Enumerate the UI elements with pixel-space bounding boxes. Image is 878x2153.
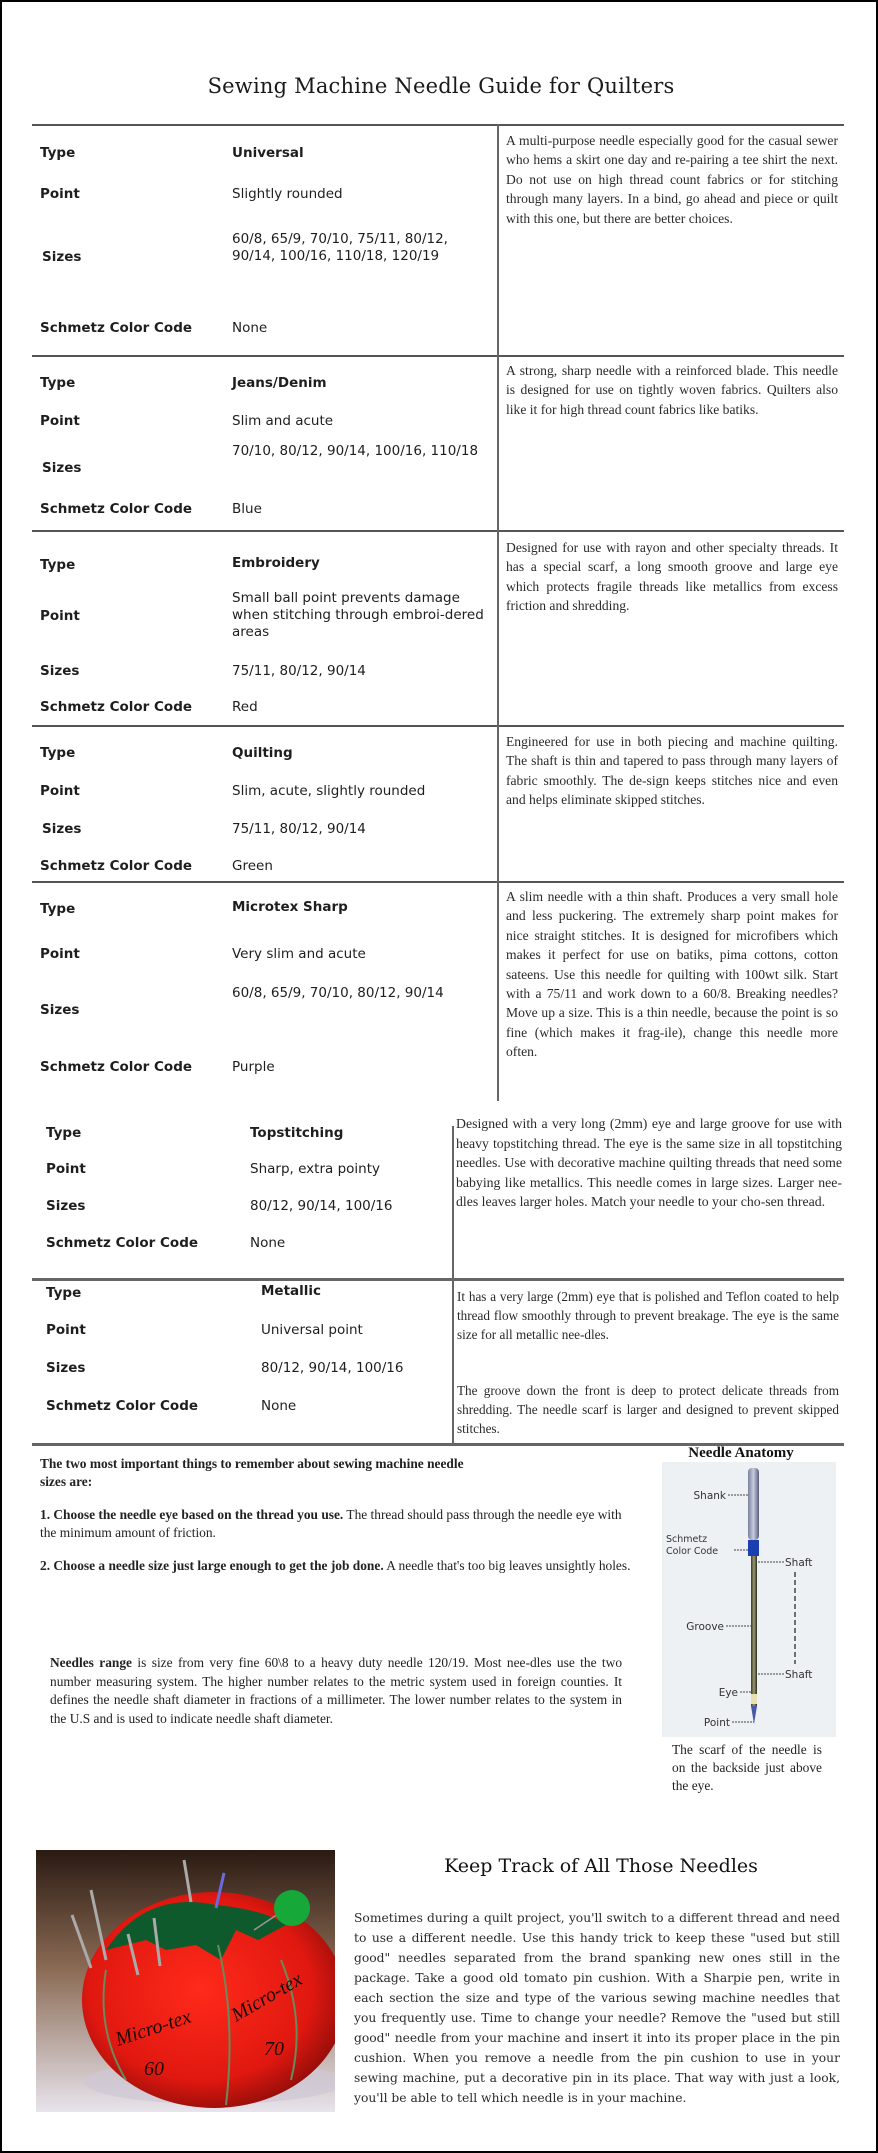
needle-color-code: Purple: [232, 1059, 275, 1075]
needle-sizes: 75/11, 80/12, 90/14: [232, 663, 366, 679]
needle-sizes: 80/12, 90/14, 100/16: [261, 1360, 404, 1376]
label-sizes: Sizes: [46, 1360, 86, 1376]
column-divider: [497, 530, 499, 726]
column-divider: [452, 1278, 454, 1443]
needle-eye: [751, 1694, 757, 1704]
column-divider: [497, 124, 499, 355]
needle-anatomy: [642, 1445, 840, 1795]
tip-bold: 2. Choose a needle size just large enough to get the job done.: [40, 1558, 384, 1573]
needle-type: Metallic: [261, 1283, 322, 1299]
needle-description: Designed for use with rayon and other specialty threads. It has a special scarf, a long smooth groove and large eye which protects fragile threads like metallics from excess friction and shredding.: [506, 540, 838, 614]
needle-type: Quilting: [232, 745, 293, 761]
divider: [32, 881, 844, 883]
label-type: Type: [46, 1125, 82, 1141]
needle-block-metallic: [32, 1278, 844, 1443]
needle-block-microtex-sharp: [32, 881, 844, 1101]
label-color-code: Schmetz Color Code: [40, 1059, 193, 1075]
divider: [32, 725, 844, 727]
label-point: Point: [40, 946, 80, 962]
label-shaft-top: Shaft: [785, 1557, 813, 1569]
label-sizes: Sizes: [42, 821, 82, 837]
keep-track-title: Keep Track of All Those Needles: [444, 1855, 758, 1877]
label-right-2: 70: [264, 2038, 284, 2060]
needle-shank: [748, 1468, 759, 1540]
label-color-code: Schmetz Color Code: [46, 1235, 199, 1251]
needle-description: Engineered for use in both piecing and machine quilting. The shaft is thin and tapered to pass through many layers of fabric smoothly. The de-sign keeps stitches nice and even and helps eliminate skipped stitches.: [506, 734, 838, 808]
needle-color-band: [748, 1540, 759, 1556]
label-sizes: Sizes: [42, 249, 82, 265]
label-point: Point: [46, 1322, 86, 1338]
needle-point: Very slim and acute: [232, 946, 366, 962]
label-sizes: Sizes: [46, 1198, 86, 1214]
needle-block-embroidery: [32, 530, 844, 726]
needle-color-code: None: [250, 1235, 286, 1251]
needle-shaft: [751, 1556, 757, 1706]
needle-block-universal: [32, 124, 844, 355]
needle-point: Sharp, extra pointy: [250, 1161, 380, 1177]
tomato-pincushion-image: [36, 1850, 335, 2112]
needle-point: Slightly rounded: [232, 186, 343, 202]
label-point: Point: [46, 1161, 86, 1177]
pin-cushion-photo: [36, 1850, 335, 2112]
needle-point: Universal point: [261, 1322, 363, 1338]
needle-range-paragraph: [50, 1654, 622, 1728]
needle-color-code: None: [261, 1398, 297, 1414]
needle-block-quilting: [32, 725, 844, 882]
needle-sizes: 60/8, 65/9, 70/10, 75/11, 80/12, 90/14, 100/16, 110/18, 120/19: [232, 231, 448, 264]
needle-description-2: The groove down the front is deep to protect delicate threads from shredding. The needle scarf is larger and designed to prevent skipped stitches.: [457, 1383, 839, 1436]
label-color-code-1: Schmetz: [666, 1534, 708, 1545]
needle-type: Universal: [232, 145, 304, 161]
needle-point: Slim and acute: [232, 413, 334, 429]
needle-block-topstitching: [32, 1112, 844, 1282]
tip-item: [40, 1506, 640, 1541]
needle-sizes: 75/11, 80/12, 90/14: [232, 821, 366, 837]
divider: [32, 1278, 844, 1281]
needle-sizes: 80/12, 90/14, 100/16: [250, 1198, 393, 1214]
anatomy-caption: The scarf of the needle is on the backside just above the eye.: [672, 1742, 822, 1793]
tips-heading: The two most important things to remember about sewing machine needle sizes are:: [40, 1456, 464, 1489]
needle-type: Microtex Sharp: [232, 899, 348, 915]
column-divider: [497, 881, 499, 1101]
page-title: Sewing Machine Needle Guide for Quilters: [207, 74, 675, 98]
divider: [32, 355, 844, 357]
label-type: Type: [40, 745, 76, 761]
label-type: Type: [40, 901, 76, 917]
needle-description: A strong, sharp needle with a reinforced blade. This needle is designed for use on tightly woven fabrics. Quilters also like it for high thread count fabrics like batiks.: [506, 363, 838, 417]
label-color-code: Schmetz Color Code: [40, 501, 193, 517]
column-divider: [452, 1126, 454, 1282]
label-point: Point: [40, 608, 80, 624]
needle-description: A multi-purpose needle especially good for the casual sewer who hems a skirt one day and re-pairing a tee shirt the next. Do not use on high thread count fabrics or for stitching through many layers. In a bind, go ahead and piece or quilt with this one, but there are better choices.: [506, 133, 838, 226]
label-type: Type: [40, 557, 76, 573]
label-color-code: Schmetz Color Code: [40, 699, 193, 715]
range-bold: Needles range: [50, 1655, 133, 1670]
label-point: Point: [40, 413, 80, 429]
column-divider: [497, 725, 499, 882]
sizing-tips: [40, 1455, 640, 1591]
label-color-code: Schmetz Color Code: [46, 1398, 199, 1414]
label-color-code: Schmetz Color Code: [40, 858, 193, 874]
tip-text: A needle that's too big leaves unsightly holes.: [383, 1558, 631, 1573]
needle-sizes: 60/8, 65/9, 70/10, 80/12, 90/14: [232, 985, 444, 1001]
label-point: Point: [40, 783, 80, 799]
label-type: Type: [46, 1285, 82, 1301]
needle-block-jeans-denim: [32, 355, 844, 531]
label-right-1: Micro-tex: [227, 1968, 307, 2027]
label-type: Type: [40, 375, 76, 391]
label-color-code-2: Color Code: [666, 1546, 719, 1557]
label-color-code: Schmetz Color Code: [40, 320, 193, 336]
label-groove: Groove: [686, 1621, 724, 1633]
tip-bold: 1. Choose the needle eye based on the thread you use.: [40, 1507, 344, 1522]
label-sizes: Sizes: [42, 460, 82, 476]
label-eye: Eye: [718, 1687, 738, 1699]
label-type: Type: [40, 145, 76, 161]
needle-type: Topstitching: [250, 1125, 344, 1141]
label-sizes: Sizes: [40, 1002, 80, 1018]
range-text: is size from very fine 60\8 to a heavy duty needle 120/19. Most nee-dles use the two number measuring system. The higher number relates to the metric system used in foreign counties. It defines the needle shaft diameter in fractions of a millimeter. The lower number relates to the system in the U.S and is used to indicate needle shaft diameter.: [50, 1655, 623, 1726]
label-left-1: Micro-tex: [112, 2005, 194, 2051]
needle-type: Embroidery: [232, 555, 320, 571]
column-divider: [497, 355, 499, 531]
label-point: Point: [703, 1717, 730, 1729]
label-left-2: 60: [144, 2058, 164, 2080]
needle-anatomy-diagram: [662, 1462, 836, 1737]
needle-point: Small ball point prevents damage when stitching through embroi-dered areas: [232, 590, 484, 640]
needle-color-code: Blue: [232, 501, 262, 517]
label-point: Point: [40, 186, 80, 202]
needle-color-code: Red: [232, 699, 258, 715]
needle-description: It has a very large (2mm) eye that is polished and Teflon coated to help thread flow smoothly through to prevent breakage. The eye is the same size for all metallic nee-dles.: [457, 1289, 839, 1342]
needle-point: Slim, acute, slightly rounded: [232, 783, 426, 799]
needle-illustration: [662, 1462, 836, 1737]
needle-point: [751, 1706, 757, 1724]
label-sizes: Sizes: [40, 663, 80, 679]
label-shank: Shank: [693, 1490, 726, 1502]
divider: [32, 124, 844, 126]
anatomy-title: Needle Anatomy: [688, 1445, 794, 1461]
needle-description: A slim needle with a thin shaft. Produces a very small hole and less puckering. The extremely sharp point makes for nice straight stitches. It is designed for microfibers which makes it perfect for use on batiks, pima cottons, cotton sateens. Use this needle for quilting with 100wt silk. Start with a 75/11 and work down to a 60/8. Breaking needles? Move up a size. This is a thin needle, because the point is so fine (which makes it frag-ile), change this needle more often.: [506, 889, 838, 1060]
label-shaft-bottom: Shaft: [785, 1669, 813, 1681]
needle-type: Jeans/Denim: [232, 375, 327, 391]
needle-sizes: 70/10, 80/12, 90/14, 100/16, 110/18: [232, 443, 479, 459]
divider: [32, 530, 844, 532]
tip-item: [40, 1557, 640, 1575]
needle-description: Designed with a very long (2mm) eye and large groove for use with heavy topstitching thread. The eye is the same size in all topstitching needles. Use with decorative machine quilting threads that need some babying like metallics. This needle comes in large sizes. Larger nee-dles leaves larger holes. Match your needle to your cho-sen thread.: [456, 1116, 842, 1209]
needle-color-code: None: [232, 320, 268, 336]
keep-track-body: Sometimes during a quilt project, you'll switch to a different thread and need to use a different needle. Use this handy trick to keep these "used but still good" needles separated from the brand spanking new ones still in the package. Take a good old tomato pin cushion. With a Sharpie pen, write in each section the size and type of the various sewing machine needles that you frequently use. Time to change your needle? Remove the "used but still good" needle from your machine and insert it into its proper place in the pin cushion. When you remove a needle from the pin cushion to use in your sewing machine, put a decorative pin in its place. That way with just a look, you'll be able to tell which needle is in your machine.: [354, 1911, 840, 2105]
needle-color-code: Green: [232, 858, 273, 874]
tip-text: The thread should pass through the needle eye with the minimum amount of friction.: [40, 1507, 622, 1540]
